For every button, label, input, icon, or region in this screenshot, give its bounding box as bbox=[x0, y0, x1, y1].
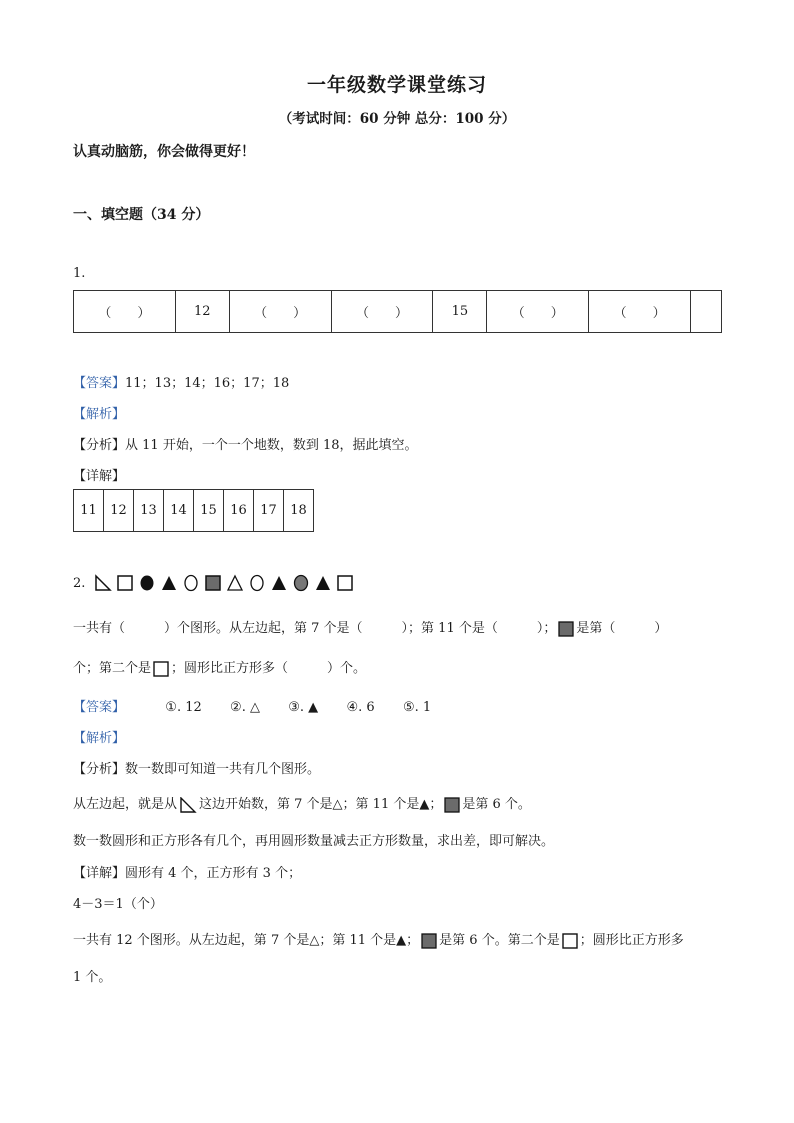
q2-analysis bbox=[73, 758, 320, 777]
sequence-cell: （ ） bbox=[229, 291, 331, 333]
q2-detail bbox=[73, 862, 301, 881]
question-text: 是第（ ） bbox=[576, 621, 668, 636]
summary-text: ；圆形比正方形多 bbox=[579, 933, 684, 948]
q2-question-line-1 bbox=[73, 617, 667, 637]
detail-cell: 15 bbox=[194, 490, 224, 532]
detail-cell: 17 bbox=[254, 490, 284, 532]
answer-5: ⑤. 1 bbox=[402, 700, 432, 715]
answer-3: ③. ▲ bbox=[288, 700, 319, 715]
analysis-text: 是第 6 个。 bbox=[462, 797, 531, 812]
shape-sequence bbox=[94, 573, 354, 593]
shaded-square-icon bbox=[558, 621, 574, 637]
sequence-cell: 12 bbox=[175, 291, 229, 333]
detail-number-table bbox=[73, 489, 314, 532]
q1-answer bbox=[73, 372, 289, 391]
detail-cell: 18 bbox=[284, 490, 314, 532]
detail-tag: 【详解】 bbox=[73, 866, 126, 881]
q1-analysis bbox=[73, 434, 418, 453]
answer-tag: 【答案】 bbox=[73, 376, 126, 391]
q2-question-line-2 bbox=[73, 657, 366, 677]
shaded-square-icon bbox=[444, 797, 460, 813]
q2-answer bbox=[73, 696, 431, 715]
analysis-text: 数一数即可知道一共有几个图形。 bbox=[125, 762, 321, 777]
summary-text: 一共有 12 个图形。从左边起，第 7 个是△；第 11 个是▲； bbox=[73, 933, 420, 948]
right-triangle-icon bbox=[179, 797, 197, 813]
sequence-cell: （ ） bbox=[74, 291, 176, 333]
question-text: ；圆形比正方形多（ ）个。 bbox=[171, 661, 367, 676]
detail-cell: 12 bbox=[104, 490, 134, 532]
filled-triangle-icon bbox=[160, 574, 178, 592]
square-icon bbox=[116, 574, 134, 592]
filled-triangle-icon bbox=[314, 574, 332, 592]
filled-triangle-icon bbox=[270, 574, 288, 592]
shaded-square-icon bbox=[421, 933, 437, 949]
answer-4: ④. 6 bbox=[346, 700, 375, 715]
section-heading: 一、填空题（34 分） bbox=[73, 207, 210, 223]
summary-text: 是第 6 个。第二个是 bbox=[439, 933, 560, 948]
answer-text: 11；13；14；16；17；18 bbox=[125, 376, 290, 391]
q1-detail-tag: 【详解】 bbox=[73, 469, 126, 484]
analysis-text: 从左边起，就是从 bbox=[73, 797, 178, 812]
page-title: 一年级数学课堂练习 bbox=[306, 74, 487, 96]
detail-text: 圆形有 4 个，正方形有 3 个； bbox=[125, 866, 302, 881]
exam-info: （考试时间：60 分钟 总分：100 分） bbox=[278, 111, 516, 127]
sequence-cell: （ ） bbox=[487, 291, 589, 333]
sequence-cell bbox=[691, 291, 722, 333]
answer-tag: 【答案】 bbox=[73, 700, 126, 715]
question-2-number: 2. bbox=[73, 576, 86, 591]
detail-cell: 14 bbox=[164, 490, 194, 532]
circle-icon bbox=[182, 574, 200, 592]
square-icon bbox=[562, 933, 578, 949]
analysis-text: 从 11 开始，一个一个地数，数到 18，据此填空。 bbox=[125, 438, 418, 453]
q2-summary-line-2: 1 个。 bbox=[73, 970, 112, 985]
detail-cell: 16 bbox=[224, 490, 254, 532]
circle-icon bbox=[248, 574, 266, 592]
q2-analysis-line-3: 数一数圆形和正方形各有几个，再用圆形数量减去正方形数量，求出差，即可解决。 bbox=[73, 834, 555, 849]
encouragement: 认真动脑筋，你会做得更好！ bbox=[73, 144, 255, 160]
detail-cell: 13 bbox=[134, 490, 164, 532]
q2-detail-equation: 4－3＝1（个） bbox=[73, 897, 163, 912]
q2-analysis-line-2 bbox=[73, 793, 531, 813]
analysis-text: 这边开始数，第 7 个是△；第 11 个是▲； bbox=[199, 797, 443, 812]
shaded-square-icon bbox=[204, 574, 222, 592]
sequence-cell: 15 bbox=[433, 291, 487, 333]
q2-summary-line-1 bbox=[73, 929, 684, 949]
square-icon bbox=[153, 661, 169, 677]
answer-1: ①. 12 bbox=[165, 700, 202, 715]
shaded-circle-icon bbox=[292, 574, 310, 592]
detail-cell: 11 bbox=[74, 490, 104, 532]
filled-circle-icon bbox=[138, 574, 156, 592]
triangle-icon bbox=[226, 574, 244, 592]
sequence-cell: （ ） bbox=[331, 291, 433, 333]
question-text: 个；第二个是 bbox=[73, 661, 152, 676]
analysis-tag: 【分析】 bbox=[73, 438, 126, 453]
question-1-number: 1. bbox=[73, 266, 86, 281]
sequence-cell: （ ） bbox=[589, 291, 691, 333]
analysis-tag: 【分析】 bbox=[73, 762, 126, 777]
square-icon bbox=[336, 574, 354, 592]
q1-jiexi-tag: 【解析】 bbox=[73, 407, 126, 422]
number-sequence-table bbox=[73, 290, 722, 333]
question-text: 一共有（ ）个图形。从左边起，第 7 个是（ ）；第 11 个是（ ）； bbox=[73, 621, 557, 636]
right-triangle-icon bbox=[94, 574, 112, 592]
q2-jiexi-tag: 【解析】 bbox=[73, 731, 126, 746]
answer-2: ②. △ bbox=[230, 700, 260, 715]
